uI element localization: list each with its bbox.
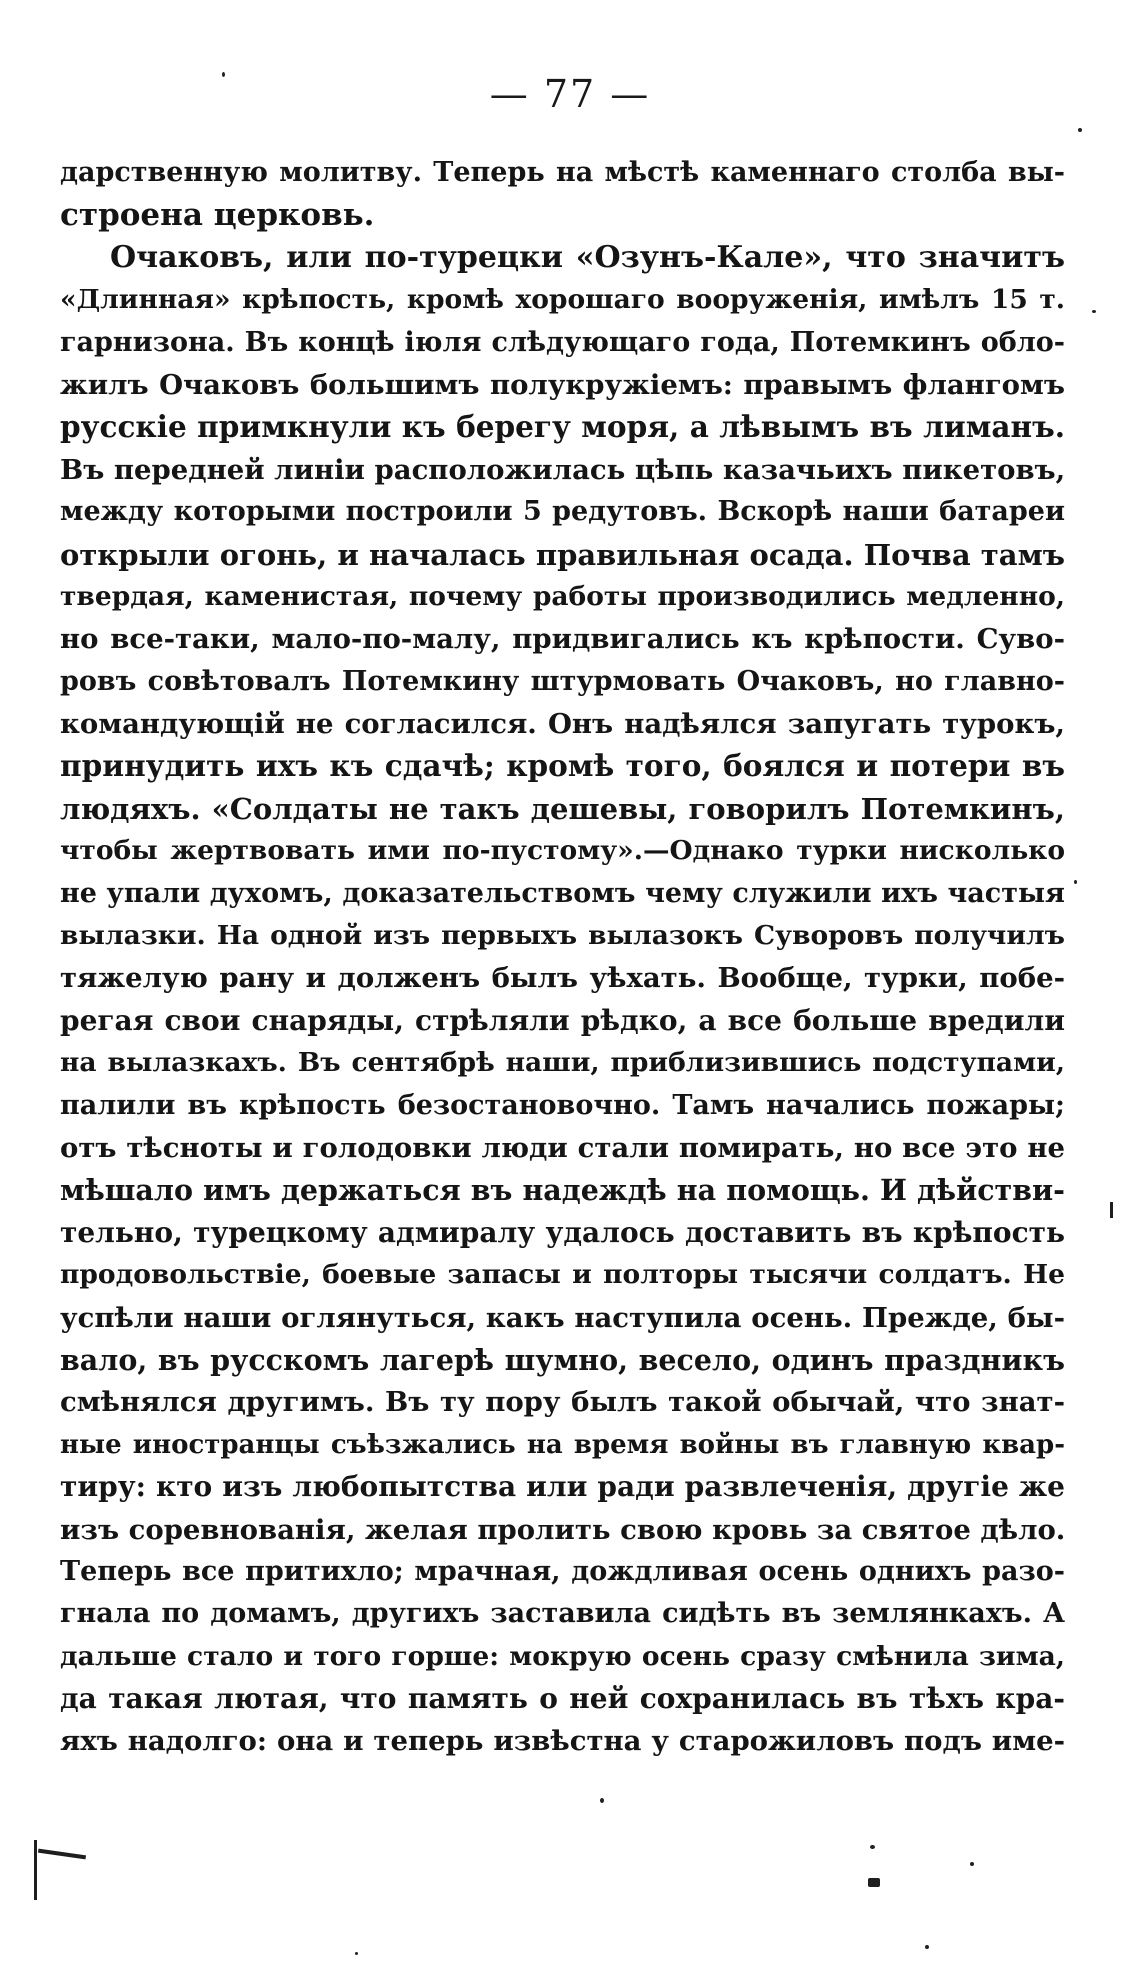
text-line: гнала по домамъ, другихъ заставила сидѣть въ землянкахъ. А	[60, 1598, 1065, 1630]
text-line: тяжелую рану и долженъ былъ уѣхать. Вообще, турки, побе-	[60, 962, 1065, 995]
text-line: чтобы жертвовать ими по-пустому».—Однако турки нисколько	[60, 835, 1065, 867]
text-line: между которыми построили 5 редутовъ. Вскорѣ наши батареи	[60, 496, 1065, 528]
text-line: гарнизона. Въ концѣ іюля слѣдующаго года, Потемкинъ обло-	[60, 326, 1065, 358]
text-line: мѣшало имъ держаться въ надеждѣ на помощь. И дѣйстви-	[60, 1173, 1065, 1208]
scan-speck	[355, 1952, 358, 1955]
text-line: строена церковь.	[60, 197, 375, 234]
text-line: дальше стало и того горше: мокрую осень сразу смѣнила зима,	[60, 1640, 1065, 1672]
text-line: ные иностранцы съѣзжались на время войны въ главную квар-	[60, 1429, 1065, 1460]
scan-speck	[1092, 310, 1096, 313]
text-line: твердая, каменистая, почему работы производились медленно,	[60, 580, 1065, 612]
text-line: русскіе примкнули къ берегу моря, а лѣвымъ въ лиманъ.	[60, 409, 1065, 445]
text-line: смѣнялся другимъ. Въ ту пору былъ такой обычай, что знат-	[60, 1386, 1065, 1419]
text-line: не упали духомъ, доказательствомъ чему служили ихъ частыя	[60, 877, 1065, 909]
text-line: но все-таки, мало-по-малу, придвигались къ крѣпости. Суво-	[60, 623, 1065, 656]
text-line: дарственную молитву. Теперь на мѣстѣ каменнаго столба вы-	[60, 157, 1065, 188]
scan-mark	[38, 1849, 86, 1860]
text-line: Теперь все притихло; мрачная, дождливая осень однихъ разо-	[60, 1555, 1065, 1587]
text-line: да такая лютая, что память о ней сохранилась въ тѣхъ кра-	[60, 1682, 1065, 1716]
text-line: вылазки. На одной изъ первыхъ вылазокъ Суворовъ получилъ	[60, 920, 1065, 952]
scan-speck	[970, 1862, 974, 1866]
text-line: на вылазкахъ. Въ сентябрѣ наши, приблизившись подступами,	[60, 1047, 1065, 1079]
text-line: жилъ Очаковъ большимъ полукружіемъ: правымъ флангомъ	[60, 368, 1065, 401]
text-line: открыли огонь, и началась правильная осада. Почва тамъ	[60, 537, 1065, 572]
scan-mark	[1110, 1202, 1113, 1218]
scan-speck	[1074, 880, 1077, 884]
scan-speck	[222, 72, 225, 77]
page-number: — 77 —	[489, 72, 651, 116]
scan-speck	[600, 1798, 604, 1803]
text-line: вало, въ русскомъ лагерѣ шумно, весело, одинъ праздникъ	[60, 1342, 1065, 1377]
paragraph-first-line: Очаковъ, или по-турецки «Озунъ-Кале», что значитъ	[110, 239, 1065, 275]
text-line: Въ передней линіи расположилась цѣпь казачьихъ пикетовъ,	[60, 453, 1065, 486]
scan-speck	[925, 1945, 929, 1949]
body-text	[60, 152, 1065, 1763]
text-line: отъ тѣсноты и голодовки люди стали помирать, но все это не	[60, 1131, 1065, 1164]
text-line: изъ соревнованія, желая пролить свою кровь за святое дѣло.	[60, 1513, 1065, 1546]
scan-speck	[870, 1845, 875, 1849]
text-line: принудить ихъ къ сдачѣ; кромѣ того, боялся и потери въ	[60, 748, 1065, 784]
text-line: продовольствіе, боевые запасы и полторы тысячи солдатъ. Не	[60, 1259, 1065, 1291]
text-line: палили въ крѣпость безостановочно. Тамъ начались пожары;	[60, 1089, 1065, 1121]
text-line: командующій не согласился. Онъ надѣялся запугать турокъ,	[60, 708, 1065, 741]
scan-mark	[868, 1878, 880, 1887]
text-line: яхъ надолго: она и теперь извѣстна у старожиловъ подъ име-	[60, 1725, 1065, 1758]
scan-mark	[34, 1840, 37, 1900]
text-line: тиру: кто изъ любопытства или ради развлеченія, другіе же	[60, 1470, 1065, 1504]
text-line: регая свои снаряды, стрѣляли рѣдко, а все больше вредили	[60, 1003, 1065, 1037]
text-line: тельно, турецкому адмиралу удалось доставить въ крѣпость	[60, 1215, 1065, 1249]
text-line: ровъ совѣтовалъ Потемкину штурмовать Очаковъ, но главно-	[60, 665, 1065, 697]
text-line: людяхъ. «Солдаты не такъ дешевы, говорилъ Потемкинъ,	[60, 791, 1065, 826]
text-line: «Длинная» крѣпость, кромѣ хорошаго вооруженія, имѣлъ 15 т.	[60, 284, 1065, 316]
scan-speck	[1078, 128, 1082, 132]
text-line: успѣли наши оглянуться, какъ наступила осень. Прежде, бы-	[60, 1301, 1065, 1334]
